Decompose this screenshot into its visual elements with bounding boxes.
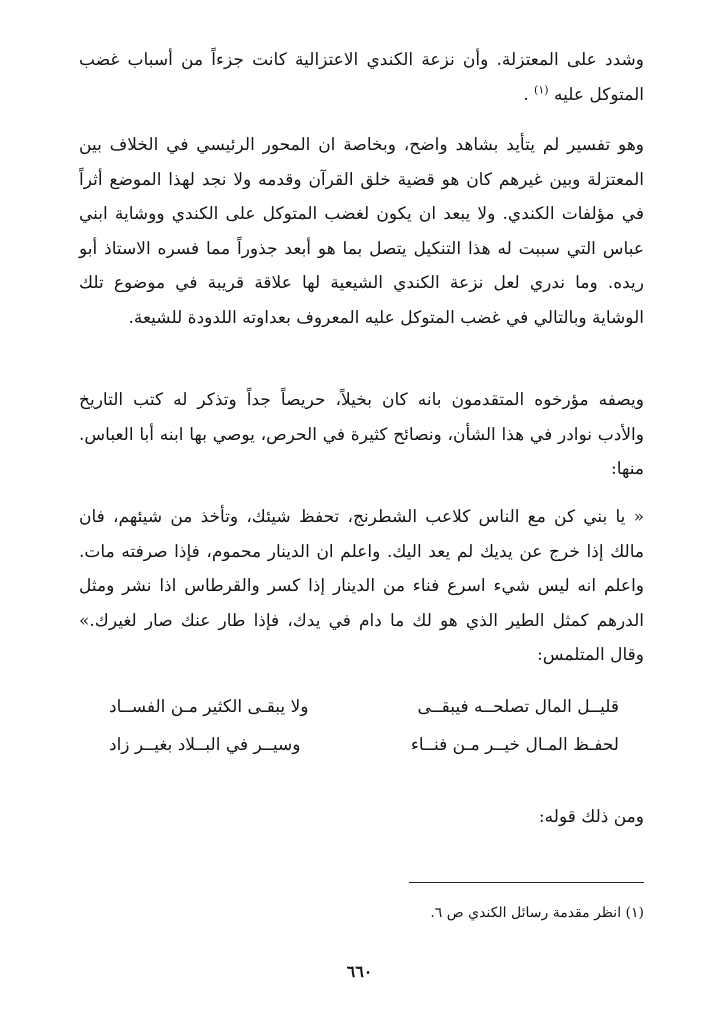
paragraph-4-quote: « يا بني كن مع الناس كلاعب الشطرنج، تحفظ شيئك، وتأخذ من شيئهم، فان مالك إذا خرج عن يديك لم يعد اليك. واعلم ان الدينار محموم، فإذا صرفته مات. واعلم انه ليس شيء اسرع فناء من الدينار إذا كسر والقرطاس اذا نشر ومثل الدرهم كمثل الطير الذي هو لك ما دام في يدك، فإذا طار عنك صار لغيرك.» وقال المتلمس: (79, 507, 644, 665)
poem (109, 688, 619, 764)
paragraph-1 (79, 43, 644, 112)
paragraph-1-text: وشدد على المعتزلة. وأن نزعة الكندي الاعتزالية كانت جزءاً من أسباب غضب المتوكل عليه (79, 50, 644, 105)
paragraph-2: وهو تفسير لم يتأيد بشاهد واضح، وبخاصة ان المحور الرئيسي في الخلاف بين المعتزلة وبين غيرهم كان هو قضية خلق القرآن وقدمه ولا نجد لهذا الموضع أثراً في مؤلفات الكندي. ولا يبعد ان يكون لغضب المتوكل على الكندي ووشاية ابني عباس التي سببت له هذا التنكيل يتصل بما هو أبعد جذوراً مما فسره الاستاذ أبو ريده. وما ندري لعل نزعة الكندي الشيعية لها علاقة قريبة في موضوع تلك الوشاية وبالتالي في غضب المتوكل عليه المعروف بعداوته اللدودة للشيعة. (79, 135, 644, 328)
paragraph-1-end: . (523, 84, 529, 105)
poem-verse (109, 688, 619, 726)
poem-hemistich-second: ولا يبقـى الكثير مـن الفســاد (109, 697, 309, 717)
poem-hemistich-second: وسيــر في البــلاد بغيــر زاد (109, 735, 301, 755)
paragraph-3: ويصفه مؤرخوه المتقدمون بانه كان بخيلاً، حريصاً جداً وتذكر له كتب التاريخ والأدب نوادر في هذا الشأن، ونصائح كثيرة في الحرص، يوصي بها ابنه أبا العباس. منها: (79, 390, 644, 479)
footnote: (١) انظر مقدمة رسائل الكندي ص ٦. (430, 905, 644, 921)
page-number: ٦٦٠ (346, 962, 373, 981)
footnote-reference[interactable]: (١) (534, 82, 549, 96)
poem-hemistich-first: لحفـظ المـال خيــر مـن فنــاء (410, 735, 619, 755)
footnote-divider (409, 882, 644, 883)
paragraph-5: ومن ذلك قوله: (538, 807, 644, 827)
poem-hemistich-first: قليــل المال تصلحــه فيبقــى (417, 697, 619, 717)
poem-verse (109, 726, 619, 764)
